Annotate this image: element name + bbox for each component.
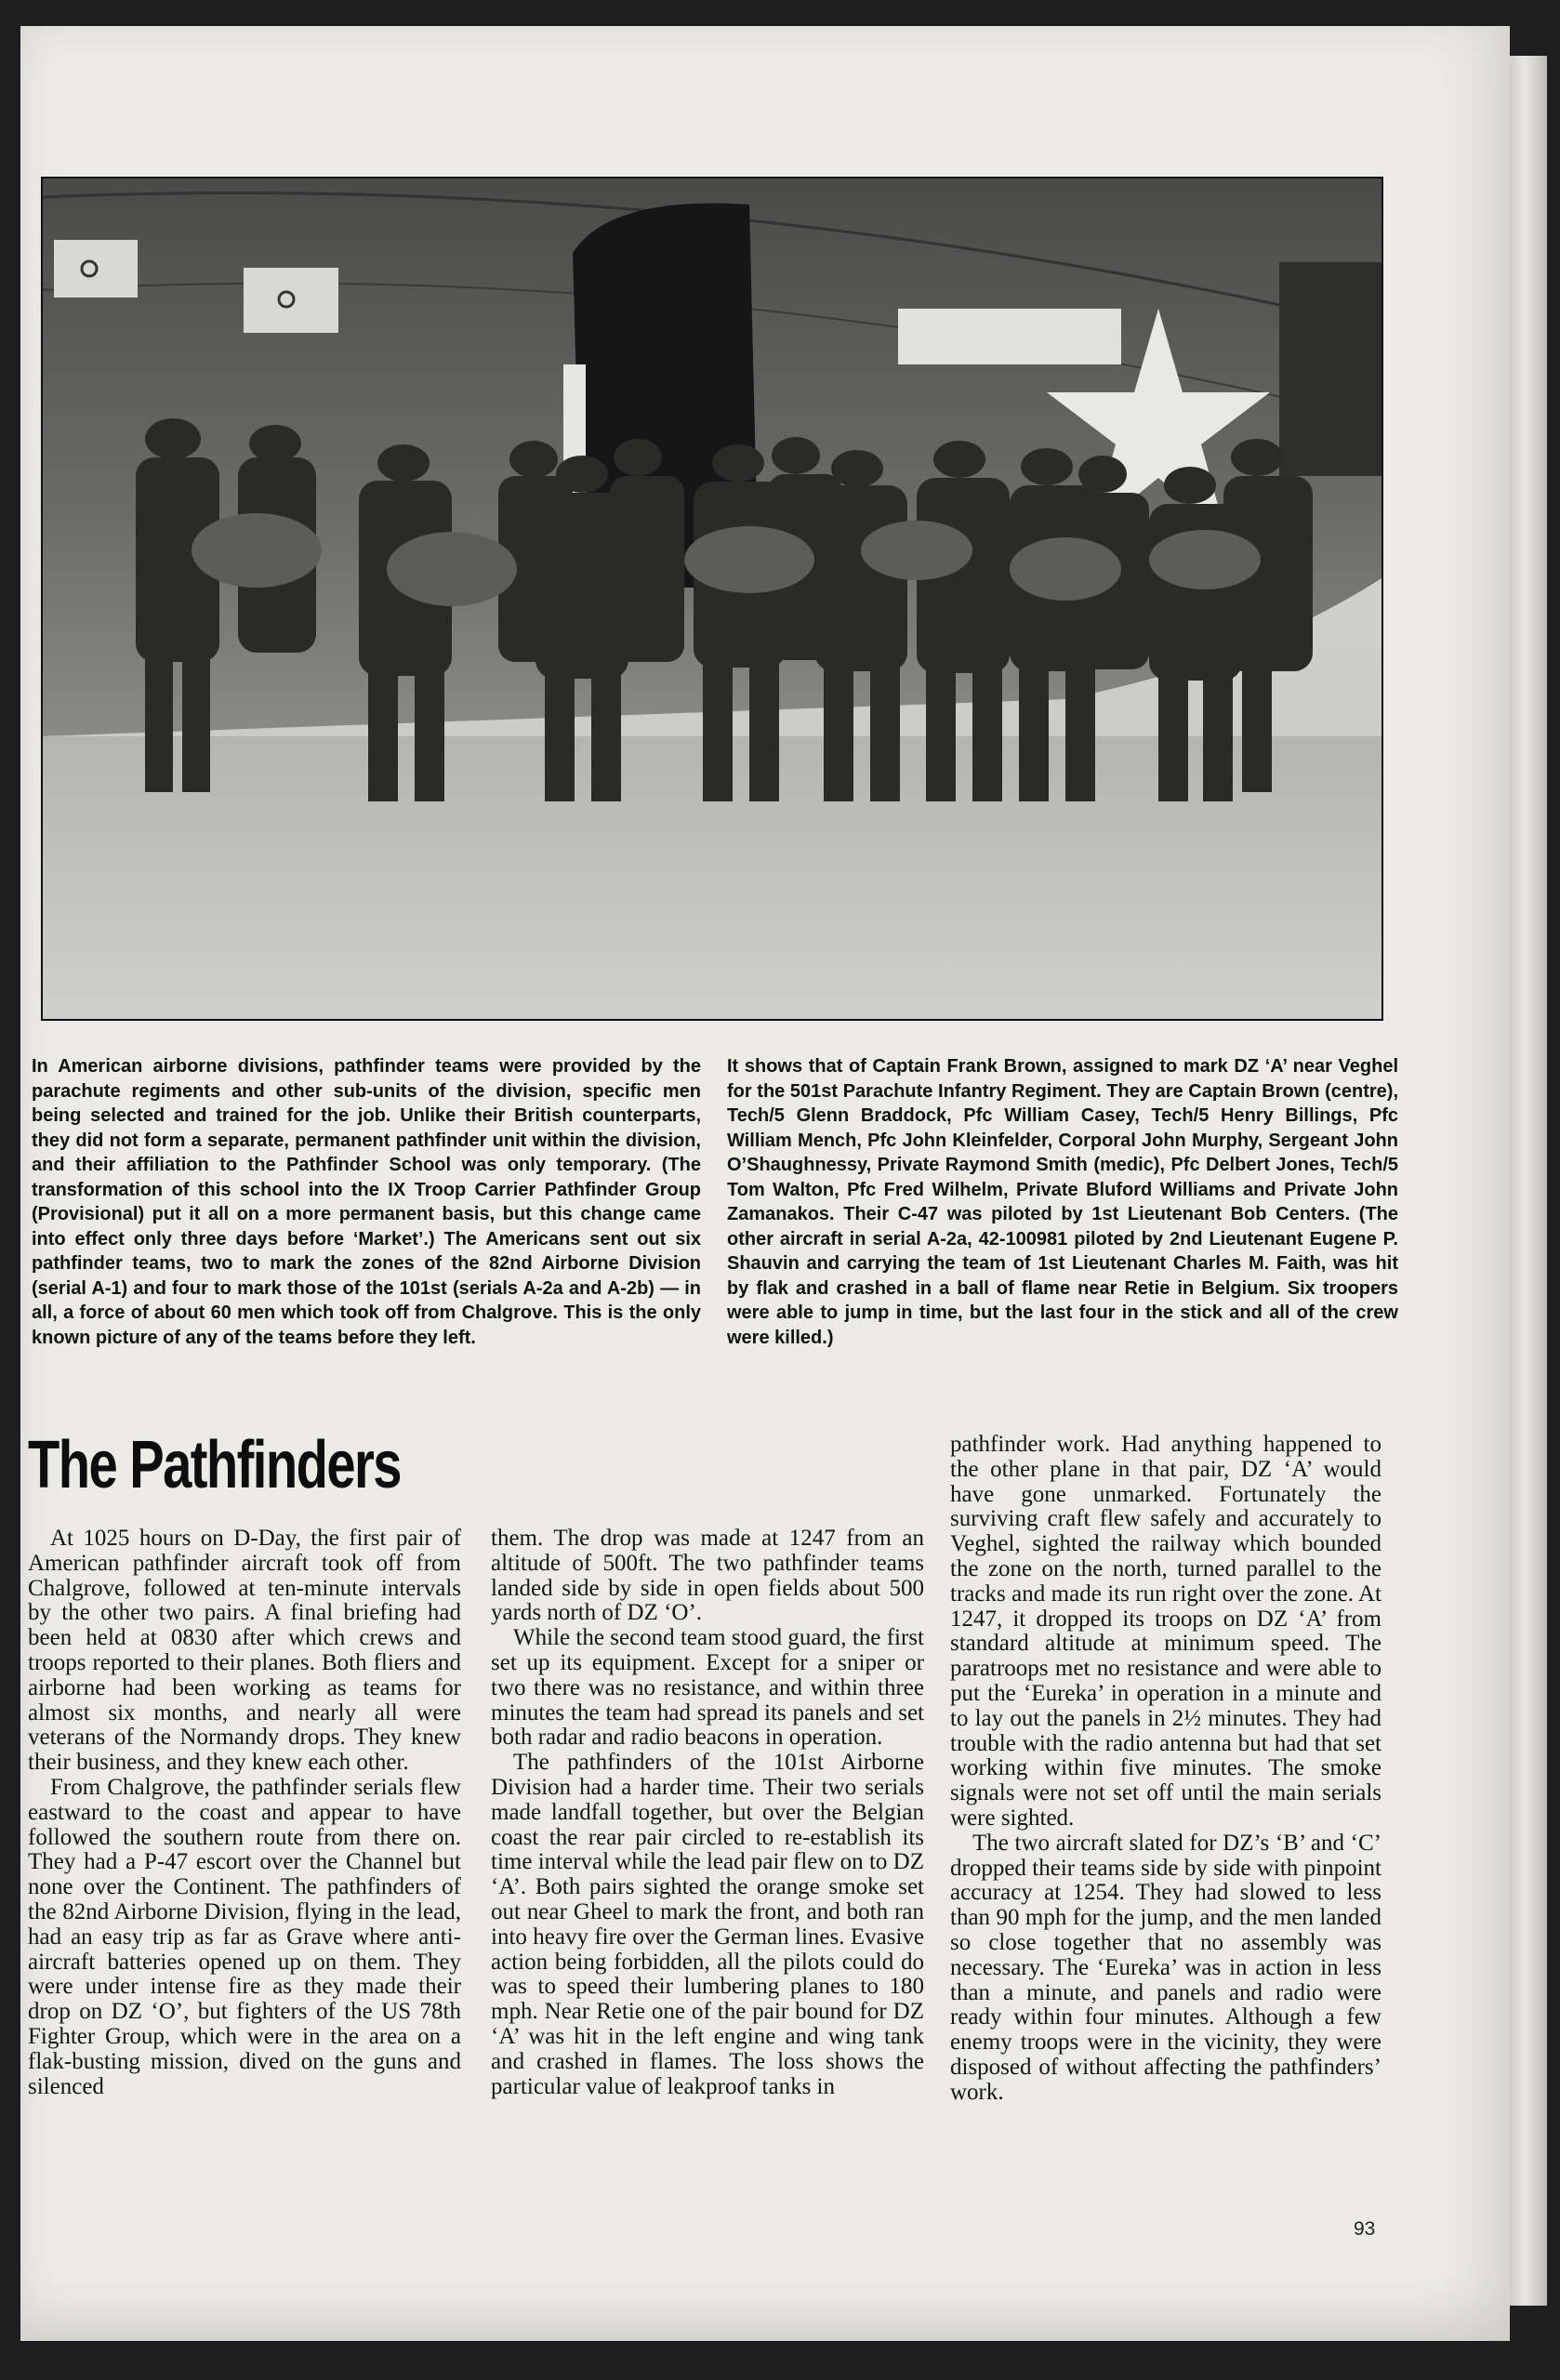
article-title: The Pathfinders [28,1428,401,1502]
paragraph: The pathfinders of the 101st Airborne Division had a harder time. Their two serials made landfall together, but over the Belgian coast the rear pair circled to re-establish its time interval while the lead pair flew on to DZ ‘A’. Both pairs sighted the orange smoke set out near Gheel to mark the front, and both ran into heavy fire over the German lines. Evasive action being forbidden, all the pilots could do was to speed their lumbering planes to 180 mph. Near Retie one of the pair bound for DZ ‘A’ was hit in the left engine and wing tank and crashed in flames. The loss shows the particular value of leakproof tanks in [491,1750,924,2099]
article-column-2 [491,1527,924,2099]
paragraph: The two aircraft slated for DZ’s ‘B’ and ‘C’ dropped their teams side by side with pinpoint accuracy at 1254. They had slowed to less than 90 mph for the jump, and the men landed so close together that no assembly was necessary. The ‘Eureka’ was in action in less than a minute, and panels and radio were ready within four minutes. Although a few enemy troops were in the vicinity, they were disposed of without affecting the pathfinders’ work. [950,1830,1382,2105]
photo-caption-right: It shows that of Captain Frank Brown, assigned to mark DZ ‘A’ near Veghel for the 501st Parachute Infantry Regiment. They are Captain Brown (centre), Tech/5 Glenn Braddock, Pfc William Casey, Tech/5 Henry Billings, Pfc William Mench, Pfc John Kleinfelder, Corporal John Murphy, Sergeant John O’Shaughnessy, Private Raymond Smith (medic), Pfc Delbert Jones, Tech/5 Tom Walton, Pfc Fred Wilhelm, Private Bluford Williams and Private John Zamanakos. Their C-47 was piloted by 1st Lieutenant Bob Centers. (The other aircraft in serial A-2a, 42-100981 piloted by 2nd Lieutenant Eugene P. Shauvin and carrying the team of 1st Lieutenant Charles M. Faith, was hit by flak and crashed in a ball of flame near Retie in Belgium. Six troopers were able to jump in time, but the last four in the stick and all of the crew were killed.) [727,1056,1398,1348]
paragraph: At 1025 hours on D-Day, the first pair of American pathfinder aircraft took off from Chalgrove, followed at ten-minute intervals by the other two pairs. A final briefing had been held at 0830 after which crews and troops reported to their planes. Both fliers and airborne had been working as teams for almost six months, and nearly all were veterans of the Normandy drops. They knew their business, and they knew each other. [28,1526,461,1776]
paragraph: pathfinder work. Had anything happened to the other plane in that pair, DZ ‘A’ would have gone unmarked. Fortunately the surviving craft flew safely and accurately to Veghel, sighted the railway which bounded the zone on the north, turned parallel to the tracks and made its run right over the zone. At 1247, it dropped its troops on DZ ‘A’ from standard altitude at minimum speed. The paratroops met no resistance and were able to put the ‘Eureka’ in operation in a minute and to lay out the panels in 2½ minutes. They had trouble with the radio antenna but had that set working within five minutes. The smoke signals were not set off until the main serials were sighted. [950,1432,1382,1831]
article-column-3 [950,1433,1382,2106]
article-column-1 [28,1527,461,2099]
page-number: 93 [1354,2218,1376,2240]
paragraph: While the second team stood guard, the first set up its equipment. Except for a sniper or two there was no resistance, and within three minutes the team had spread its panels and set both radar and radio beacons in operation. [491,1625,924,1751]
pathfinder-team-photograph [41,177,1383,1021]
photo-caption-left: In American airborne divisions, pathfinder teams were provided by the parachute regiments and other sub-units of the division, specific men being selected and trained for the job. Unlike their British counterparts, they did not form a separate, permanent pathfinder unit within the division, and their affiliation to the Pathfinder School was only temporary. (The transformation of this school into the IX Troop Carrier Pathfinder Group (Provisional) put it all on a more permanent basis, but this change came into effect only three days before ‘Market’.) The Americans sent out six pathfinder teams, two to mark the zones of the 82nd Airborne Division (serial A-1) and four to mark those of the 101st (serials A-2a and A-2b) — in all, a force of about 60 men which took off from Chalgrove. This is the only known picture of any of the teams before they left. [32,1056,701,1348]
book-page [20,26,1510,2341]
book-page-edges [1510,56,1547,2306]
paragraph: From Chalgrove, the pathfinder serials flew eastward to the coast and appear to have followed the southern route from there on. They had a P-47 escort over the Channel but none over the Continent. The pathfinders of the 82nd Airborne Division, flying in the lead, had an easy trip as far as Grave where anti-aircraft batteries opened up on them. They were under intense fire as they made their drop on DZ ‘O’, but fighters of the US 78th Fighter Group, which were in the area on a flak-busting mission, dived on the guns and silenced [28,1774,461,2099]
paragraph: them. The drop was made at 1247 from an altitude of 500ft. The two pathfinder teams landed side by side in open fields about 500 yards north of DZ ‘O’. [491,1526,924,1626]
photo-illustration [43,178,1382,1019]
